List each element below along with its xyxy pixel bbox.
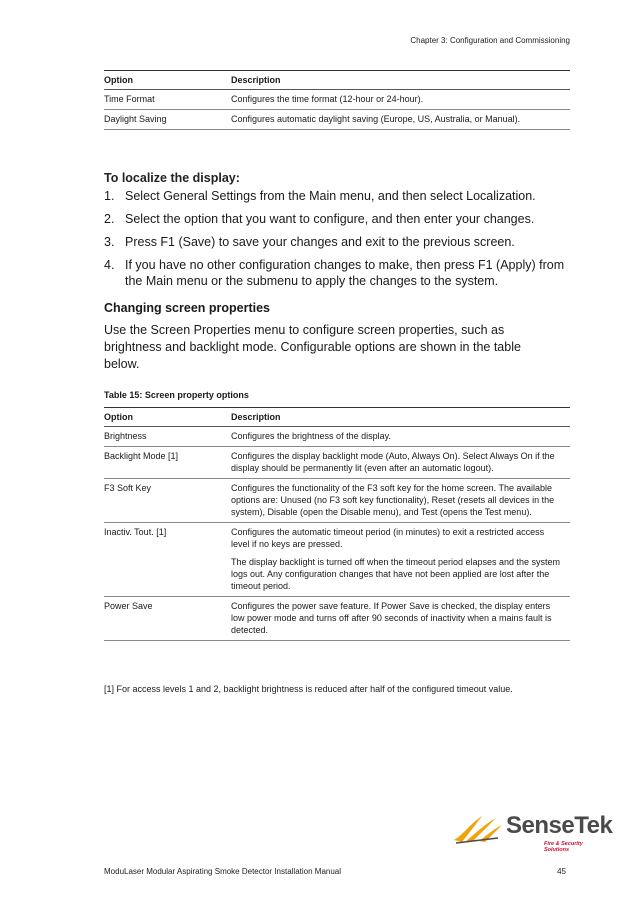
option-cell: Power Save [104, 601, 153, 611]
localize-steps-list [104, 188, 574, 296]
list-item [104, 188, 574, 204]
table-header-row [104, 408, 570, 427]
table-row [104, 90, 570, 110]
description-cell [231, 523, 570, 597]
table-row [104, 597, 570, 641]
description-cell: Configures the functionality of the F3 soft key for the home screen. The available options are: Unused (no F3 soft key functionality), Reset (resets all devices in the system), Disable (open the Disable menu), and Test (opens the Test menu). [231, 483, 555, 517]
section-heading: Changing screen properties [104, 301, 271, 315]
logo-brand-text: SenseTek [506, 812, 613, 839]
footer-manual-title: ModuLaser Modular Aspirating Smoke Detector Installation Manual [104, 867, 342, 876]
option-cell: Backlight Mode [1] [104, 451, 179, 461]
description-cell: Configures the brightness of the display. [231, 431, 391, 441]
description-paragraph: The display backlight is turned off when the timeout period elapses and the system logs out. Any configuration changes that have not been applied are lost after the timeout period. [231, 557, 561, 591]
sensetek-logo [452, 806, 613, 854]
table-row [104, 110, 570, 130]
option-cell: Inactiv. Tout. [1] [104, 527, 167, 537]
step-number: 3. [104, 235, 115, 249]
step-number: 4. [104, 258, 115, 272]
list-item [104, 234, 574, 250]
option-cell: Daylight Saving [104, 114, 167, 124]
description-cell: Configures the power save feature. If Power Save is checked, the display enters low power mode and turns off after 90 seconds of inactivity when a mains fault is detected. [231, 601, 552, 635]
table-row [104, 479, 570, 523]
chapter-header: Chapter 3: Configuration and Commissioning [410, 36, 570, 45]
step-number: 1. [104, 189, 115, 203]
description-paragraph: Configures the automatic timeout period (in minutes) to exit a restricted access level if no keys are pressed. [231, 527, 545, 549]
description-cell: Configures the display backlight mode (Auto, Always On). Select Always On if the display should be permanently lit (even after an automatic logout). [231, 451, 555, 473]
table-row [104, 447, 570, 479]
option-cell: F3 Soft Key [104, 483, 152, 493]
column-header-option: Option [104, 75, 133, 85]
column-header-description: Description [231, 75, 281, 85]
logo-tagline: Fire & Security Solutions [544, 841, 583, 853]
table-row [104, 523, 570, 597]
page-number: 45 [557, 867, 566, 876]
list-item [104, 211, 574, 227]
table-caption: Table 15: Screen property options [104, 390, 249, 400]
step-text: Select the option that you want to configure, and then enter your changes. [125, 212, 535, 226]
table-row [104, 427, 570, 447]
option-cell: Time Format [104, 94, 155, 104]
step-text: Press F1 (Save) to save your changes and exit to the previous screen. [125, 235, 515, 249]
option-cell: Brightness [104, 431, 147, 441]
column-header-description: Description [231, 412, 281, 422]
column-header-option: Option [104, 412, 133, 422]
description-cell: Configures the time format (12-hour or 24-hour). [231, 94, 424, 104]
section-intro: Use the Screen Properties menu to configure screen properties, such as brightness and backlight mode. Configurable options are shown in the table below. [104, 323, 521, 371]
description-cell: Configures automatic daylight saving (Europe, US, Australia, or Manual). [231, 114, 521, 124]
screen-property-options-table [104, 407, 570, 641]
step-number: 2. [104, 212, 115, 226]
table-header-row [104, 71, 570, 90]
step-text: Select General Settings from the Main menu, and then select Localization. [125, 189, 536, 203]
list-item [104, 257, 574, 289]
table-footnote: [1] For access levels 1 and 2, backlight brightness is reduced after half of the configured timeout value. [104, 684, 513, 694]
step-text: If you have no other configuration changes to make, then press F1 (Apply) from the Main menu or the submenu to apply the changes to the system. [125, 258, 565, 288]
localize-heading: To localize the display: [104, 171, 240, 185]
swoosh-icon [452, 810, 504, 844]
time-options-table [104, 70, 570, 130]
